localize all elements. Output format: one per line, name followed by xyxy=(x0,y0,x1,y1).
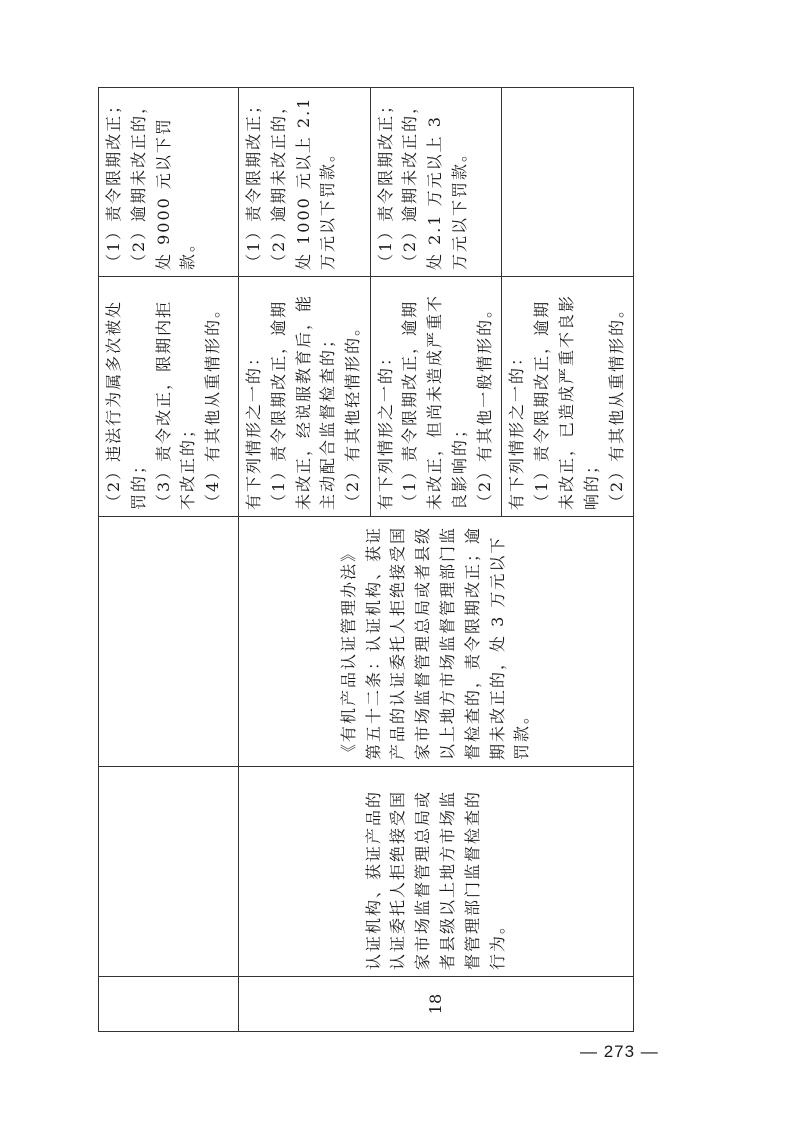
circumstance-line: （1）责令限期改正，逾期未改正，经说服教育后，能主动配合监督检查的； xyxy=(268,293,338,510)
circumstance-line: （2）有其他一般情形的。 xyxy=(474,299,494,510)
cell-standard-light xyxy=(239,88,371,277)
cell-standard-heavy xyxy=(502,88,634,277)
circumstance-line: （2）有其他从重情形的。 xyxy=(606,299,626,510)
cell-number-empty xyxy=(99,977,239,1032)
cell-act-empty xyxy=(99,767,239,977)
cell-violation-act: 认证机构、获证产品的认证委托人拒绝接受国家市场监督管理总局或者县级以上地方市场监督管理部门监督检查的行为。 xyxy=(239,767,634,977)
circumstance-line: 有下列情形之一的： xyxy=(507,347,527,510)
standard-line: （2）逾期未改正的，处 1000 元以上 2.1 万元以下罚款。 xyxy=(268,95,338,270)
cell-item-number: 18 xyxy=(239,977,634,1032)
cell-circumstances-light xyxy=(239,277,371,517)
page-number: — 273 — xyxy=(580,1042,659,1061)
cell-basis-empty xyxy=(99,517,239,767)
cell-legal-basis xyxy=(239,517,634,767)
standard-line: （1）责令限期改正； xyxy=(104,95,123,270)
regulation-title: 《有机产品认证管理办法》 xyxy=(338,543,358,760)
circumstance-line: （2）有其他轻情形的。 xyxy=(343,317,363,510)
standard-line: （2）逾期未改正的，处 9000 元以下罚款。 xyxy=(128,95,198,270)
circumstance-line: （4）有其他从重情形的。 xyxy=(203,299,223,510)
regulation-article: 第五十二条：认证机构、获证产品的认证委托人拒绝接受国家市场监督管理总局或者县级以上地方市场监督管理部门监督检查的，责令限期改正；逾期未改正的，处 3 万元以下罚款。 xyxy=(363,525,532,760)
cell-circumstances-general xyxy=(370,277,502,517)
circumstance-line: （2）违法行为属多次被处罚的； xyxy=(104,299,148,510)
cell-circumstances-continued xyxy=(99,277,239,517)
standard-line: （1）责令限期改正； xyxy=(244,95,263,270)
cell-standard-continued xyxy=(99,88,239,277)
standard-line: （2）逾期未改正的，处 2.1 万元以上 3 万元以下罚款。 xyxy=(400,95,470,270)
circumstance-line: 有下列情形之一的： xyxy=(244,347,263,510)
circumstance-line: 有下列情形之一的： xyxy=(375,347,395,510)
standard-line: （1）责令限期改正； xyxy=(375,95,395,270)
circumstance-line: （1）责令限期改正，逾期未改正，已造成严重不良影响的； xyxy=(532,293,601,510)
cell-standard-general xyxy=(370,88,502,277)
circumstance-line: （3）责令改正，限期内拒不改正的； xyxy=(153,299,198,510)
rotated-table-wrapper xyxy=(98,88,634,1032)
circumstance-line: （1）责令限期改正，逾期未改正，但尚未造成严重不良影响的； xyxy=(400,293,470,510)
penalty-discretion-table xyxy=(98,87,634,1032)
table-row-18-tier-1 xyxy=(239,88,371,1032)
table-row-continuation xyxy=(99,88,239,1032)
cell-circumstances-heavy xyxy=(502,277,634,517)
